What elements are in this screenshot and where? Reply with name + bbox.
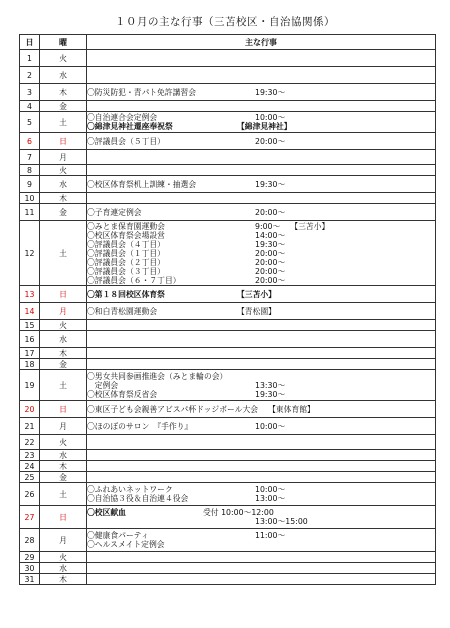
event-title: 定例会 — [87, 380, 119, 390]
event-line — [87, 222, 435, 231]
weekday-cell: 土 — [40, 221, 87, 286]
event-time: 19:30～ — [255, 389, 286, 399]
event-time: 9:00～ — [255, 221, 281, 231]
events-cell — [87, 506, 436, 529]
event-title: 〇ほのぼのサロン 『手作り』 — [87, 421, 193, 431]
weekday-cell: 月 — [40, 418, 87, 435]
event-title: 〇みとま保育園運動会 — [87, 221, 165, 231]
table-row — [20, 506, 436, 529]
event-title: 〇健康食パーティ — [87, 531, 149, 540]
weekday-cell: 水 — [40, 450, 87, 461]
event-time: 19:30～ — [255, 239, 286, 249]
weekday-cell: 土 — [40, 370, 87, 401]
events-cell — [87, 165, 436, 176]
header-weekday: 曜 — [40, 35, 87, 50]
weekday-cell: 金 — [40, 359, 87, 370]
event-line — [87, 240, 435, 249]
events-cell — [87, 50, 436, 67]
events-cell — [87, 221, 436, 286]
schedule-table — [19, 34, 436, 585]
table-row — [20, 348, 436, 359]
events-cell — [87, 176, 436, 193]
event-time: 19:30～ — [255, 87, 286, 97]
events-cell — [87, 435, 436, 450]
event-line — [87, 372, 435, 381]
event-line — [87, 494, 435, 503]
day-cell: 23 — [20, 450, 40, 461]
day-cell: 5 — [20, 112, 40, 133]
events-cell — [87, 401, 436, 418]
event-line — [87, 231, 435, 240]
events-cell — [87, 101, 436, 112]
table-row — [20, 176, 436, 193]
weekday-cell: 火 — [40, 435, 87, 450]
table-row — [20, 574, 436, 585]
weekday-cell: 火 — [40, 320, 87, 331]
day-cell: 24 — [20, 461, 40, 472]
table-row — [20, 370, 436, 401]
day-cell: 13 — [20, 286, 40, 303]
event-line — [87, 249, 435, 258]
day-cell: 19 — [20, 370, 40, 401]
event-place: 【三苫小】 — [237, 289, 276, 299]
table-row — [20, 359, 436, 370]
events-cell — [87, 359, 436, 370]
event-time: 14:00～ — [255, 230, 286, 240]
day-cell: 11 — [20, 204, 40, 221]
day-cell: 31 — [20, 574, 40, 585]
weekday-cell: 月 — [40, 529, 87, 552]
event-line — [87, 390, 435, 399]
weekday-cell: 火 — [40, 552, 87, 563]
table-row — [20, 529, 436, 552]
weekday-cell: 水 — [40, 67, 87, 84]
event-line — [87, 422, 435, 431]
day-cell: 18 — [20, 359, 40, 370]
day-cell: 21 — [20, 418, 40, 435]
event-line — [87, 122, 435, 131]
event-time: 20:00～ — [255, 136, 286, 146]
table-row — [20, 50, 436, 67]
event-line — [87, 267, 435, 276]
events-cell — [87, 112, 436, 133]
events-cell — [87, 552, 436, 563]
event-line — [87, 137, 435, 146]
header-events: 主な行事 — [87, 35, 436, 50]
event-title: 〇評議員会（５丁目） — [87, 136, 165, 146]
event-time: 13:00～15:00 — [255, 517, 308, 526]
event-line — [87, 88, 435, 97]
events-cell — [87, 133, 436, 150]
table-row — [20, 450, 436, 461]
events-cell — [87, 450, 436, 461]
day-cell: 3 — [20, 84, 40, 101]
day-cell: 12 — [20, 221, 40, 286]
event-line — [87, 180, 435, 189]
event-line — [87, 290, 435, 299]
day-cell: 2 — [20, 67, 40, 84]
day-cell: 17 — [20, 348, 40, 359]
event-time: 20:00～ — [255, 248, 286, 258]
events-cell — [87, 483, 436, 506]
weekday-cell: 日 — [40, 401, 87, 418]
event-line — [87, 508, 435, 517]
event-time: 19:30～ — [255, 179, 286, 189]
events-cell — [87, 67, 436, 84]
event-title: 〇第１８回校区体育祭 — [87, 289, 165, 299]
day-cell: 28 — [20, 529, 40, 552]
event-time: 10:00～ — [255, 485, 286, 494]
table-row — [20, 101, 436, 112]
event-title: 〇校区体育祭反省会 — [87, 389, 158, 399]
header-day: 日 — [20, 35, 40, 50]
events-cell — [87, 563, 436, 574]
event-title: 〇評議員会（２丁目） — [87, 257, 165, 267]
weekday-cell: 金 — [40, 204, 87, 221]
event-line — [87, 258, 435, 267]
event-title: 〇綿津見神社遷座奉祝祭 — [87, 122, 173, 131]
events-cell — [87, 204, 436, 221]
event-time: 13:30～ — [255, 380, 286, 390]
events-cell — [87, 84, 436, 101]
event-title: 〇子育連定例会 — [87, 207, 142, 217]
event-time: 13:00～ — [255, 494, 286, 503]
weekday-cell: 木 — [40, 461, 87, 472]
day-cell: 22 — [20, 435, 40, 450]
day-cell: 8 — [20, 165, 40, 176]
events-cell — [87, 331, 436, 348]
event-line — [87, 540, 435, 549]
weekday-cell: 月 — [40, 303, 87, 320]
schedule-body — [20, 50, 436, 585]
table-row — [20, 461, 436, 472]
weekday-cell: 木 — [40, 84, 87, 101]
event-time: 受付 10:00～12:00 — [203, 508, 274, 517]
table-row — [20, 133, 436, 150]
table-row — [20, 84, 436, 101]
day-cell: 10 — [20, 193, 40, 204]
table-row — [20, 303, 436, 320]
day-cell: 26 — [20, 483, 40, 506]
table-row — [20, 165, 436, 176]
weekday-cell: 金 — [40, 472, 87, 483]
events-cell — [87, 370, 436, 401]
weekday-cell: 木 — [40, 348, 87, 359]
weekday-cell: 金 — [40, 101, 87, 112]
events-cell — [87, 193, 436, 204]
table-row — [20, 563, 436, 574]
event-title: 〇自治協３役＆自治連４役会 — [87, 494, 189, 503]
event-time: 10:00～ — [255, 113, 286, 122]
day-cell: 25 — [20, 472, 40, 483]
events-cell — [87, 286, 436, 303]
weekday-cell: 木 — [40, 193, 87, 204]
event-place: 【東体育館】 — [268, 404, 315, 414]
day-cell: 7 — [20, 150, 40, 165]
event-title: 〇評議員会（３丁目） — [87, 266, 165, 276]
table-row — [20, 221, 436, 286]
table-row — [20, 204, 436, 221]
events-cell — [87, 574, 436, 585]
event-time: 10:00～ — [255, 421, 286, 431]
table-row — [20, 331, 436, 348]
weekday-cell: 木 — [40, 574, 87, 585]
table-row — [20, 150, 436, 165]
weekday-cell: 日 — [40, 286, 87, 303]
weekday-cell: 火 — [40, 50, 87, 67]
event-line — [87, 113, 435, 122]
day-cell: 20 — [20, 401, 40, 418]
events-cell — [87, 472, 436, 483]
day-cell: 14 — [20, 303, 40, 320]
event-time: 20:00～ — [255, 266, 286, 276]
event-line — [87, 208, 435, 217]
event-line — [87, 381, 435, 390]
event-place: 【綿津見神社】 — [237, 122, 292, 131]
day-cell: 16 — [20, 331, 40, 348]
events-cell — [87, 529, 436, 552]
weekday-cell: 火 — [40, 165, 87, 176]
event-time: 20:00～ — [255, 275, 286, 285]
events-cell — [87, 320, 436, 331]
day-cell: 4 — [20, 101, 40, 112]
table-row — [20, 286, 436, 303]
event-title: 〇自治連合会定例会 — [87, 113, 158, 122]
table-row — [20, 435, 436, 450]
table-row — [20, 112, 436, 133]
page-title: １０月の主な行事（三苫校区・自治協関係） — [115, 16, 335, 28]
table-row — [20, 67, 436, 84]
event-title: 〇ヘルスメイト定例会 — [87, 540, 165, 549]
event-line — [87, 531, 435, 540]
day-cell: 9 — [20, 176, 40, 193]
day-cell: 30 — [20, 563, 40, 574]
event-title: 〇ふれあいネットワーク — [87, 485, 173, 494]
table-row — [20, 193, 436, 204]
event-time: 20:00～ — [255, 207, 286, 217]
event-title: 〇校区体育祭机上訓練・抽選会 — [87, 179, 197, 189]
event-line — [87, 485, 435, 494]
event-title: 〇東区子ども会親善アビスパ杯ドッジボール大会 — [87, 404, 259, 414]
event-title: 〇評議員会（１丁目） — [87, 248, 165, 258]
events-cell — [87, 348, 436, 359]
events-cell — [87, 418, 436, 435]
table-row — [20, 401, 436, 418]
weekday-cell: 水 — [40, 563, 87, 574]
table-row — [20, 483, 436, 506]
header-row — [20, 35, 436, 50]
event-place: 【青松園】 — [237, 306, 276, 316]
weekday-cell: 水 — [40, 331, 87, 348]
event-line — [87, 276, 435, 285]
weekday-cell: 水 — [40, 176, 87, 193]
day-cell: 1 — [20, 50, 40, 67]
event-line — [87, 307, 435, 316]
event-line — [87, 517, 435, 526]
event-time: 11:00～ — [255, 531, 286, 540]
event-time: 20:00～ — [255, 257, 286, 267]
weekday-cell: 土 — [40, 483, 87, 506]
table-row — [20, 552, 436, 563]
weekday-cell: 日 — [40, 506, 87, 529]
day-cell: 15 — [20, 320, 40, 331]
event-title: 〇校区体育祭会場設営 — [87, 230, 165, 240]
table-row — [20, 418, 436, 435]
event-title: 〇評議員会（４丁目） — [87, 239, 165, 249]
day-cell: 27 — [20, 506, 40, 529]
day-cell: 29 — [20, 552, 40, 563]
events-cell — [87, 461, 436, 472]
event-title: 〇防災防犯・青パト免許講習会 — [87, 87, 196, 97]
event-title: 〇評議員会（６・７丁目） — [87, 275, 181, 285]
event-place: 【三苫小】 — [290, 221, 330, 231]
events-cell — [87, 303, 436, 320]
day-cell: 6 — [20, 133, 40, 150]
table-row — [20, 472, 436, 483]
event-title: 〇男女共同参画推進会（みとま輪の会） — [87, 371, 228, 381]
weekday-cell: 月 — [40, 150, 87, 165]
weekday-cell: 日 — [40, 133, 87, 150]
events-cell — [87, 150, 436, 165]
event-title: 〇校区献血 — [87, 508, 126, 517]
weekday-cell: 土 — [40, 112, 87, 133]
event-title: 〇和白青松園運動会 — [87, 306, 158, 316]
table-row — [20, 320, 436, 331]
event-line — [87, 405, 435, 414]
